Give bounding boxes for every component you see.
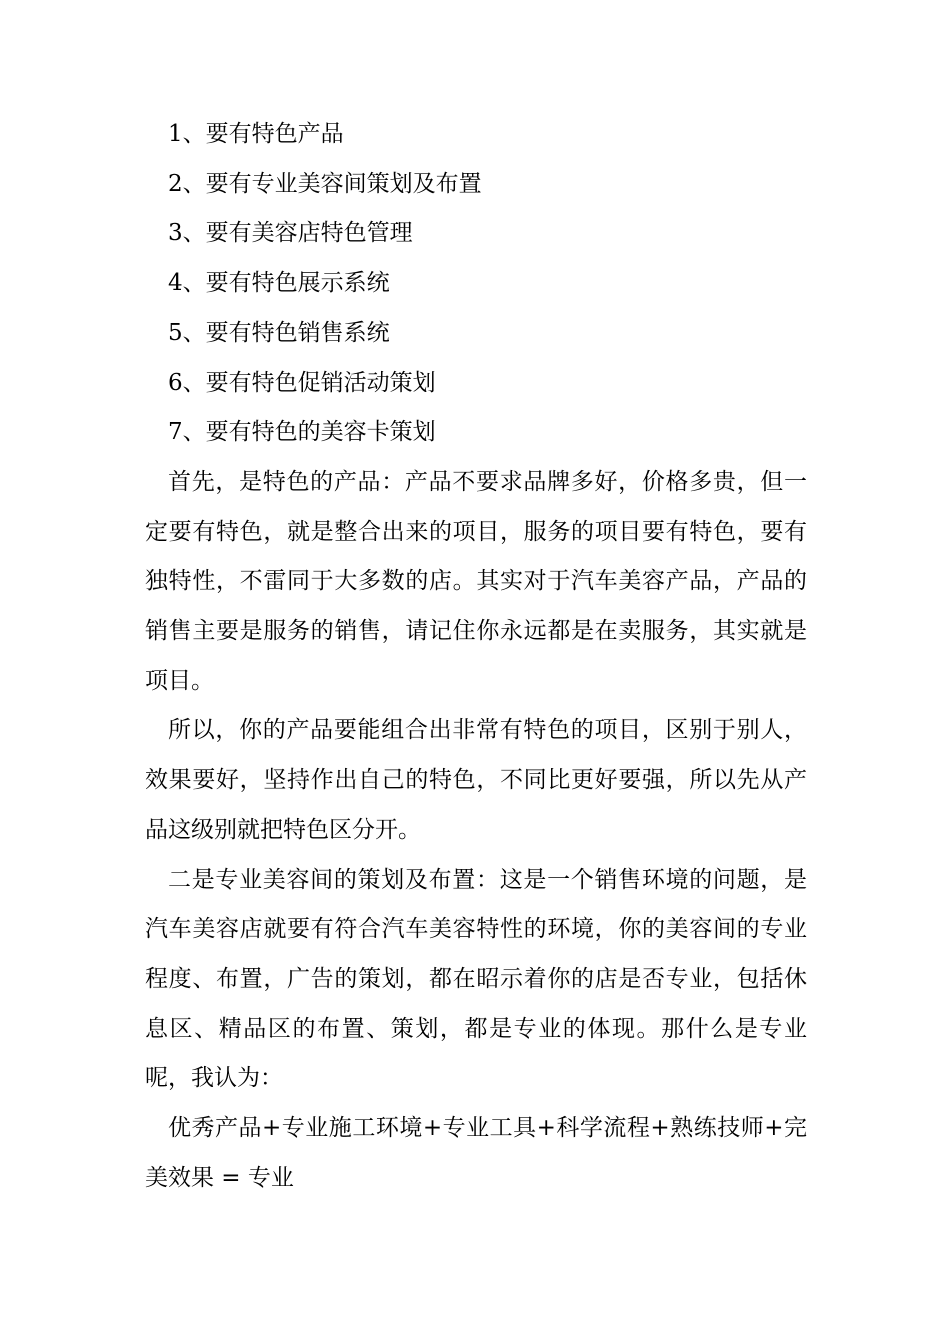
list-item: 4、要有特色展示系统 [168,270,390,297]
list-item: 5、要有特色销售系统 [168,319,390,346]
list-item: 6、要有特色促销活动策划 [168,369,436,396]
document-body [145,110,807,1203]
list-item: 1、要有特色产品 [168,121,344,147]
list-item: 2、要有专业美容间策划及布置 [168,170,482,197]
paragraph-featured-products: 首先，是特色的产品：产品不要求品牌多好，价格多贵，但一定要有特色，就是整合出来的项目，服务的项目要有特色，要有独特性，不雷同于大多数的店。其实对于汽车美容产品，产品的销售主要是服务的销售，请记住你永远都是在卖服务，其实就是项目。 [145,468,807,694]
paragraph-product-combination: 所以，你的产品要能组合出非常有特色的项目，区别于别人，效果要好，坚持作出自己的特色，不同比更好要强，所以先从产品这级别就把特色区分开。 [145,717,807,843]
list-item: 3、要有美容店特色管理 [168,220,413,247]
paragraph-professional-formula: 优秀产品+专业施工环境+专业工具+科学流程+熟练技师+完美效果 = 专业 [145,1115,807,1191]
paragraph-beauty-room-planning: 二是专业美容间的策划及布置：这是一个销售环境的问题，是汽车美容店就要有符合汽车美容特性的环境，你的美容间的专业程度、布置，广告的策划，都在昭示着你的店是否专业，包括休息区、精品区的布置、策划，都是专业的体现。那什么是专业呢，我认为： [145,866,807,1092]
list-item: 7、要有特色的美容卡策划 [168,419,436,446]
